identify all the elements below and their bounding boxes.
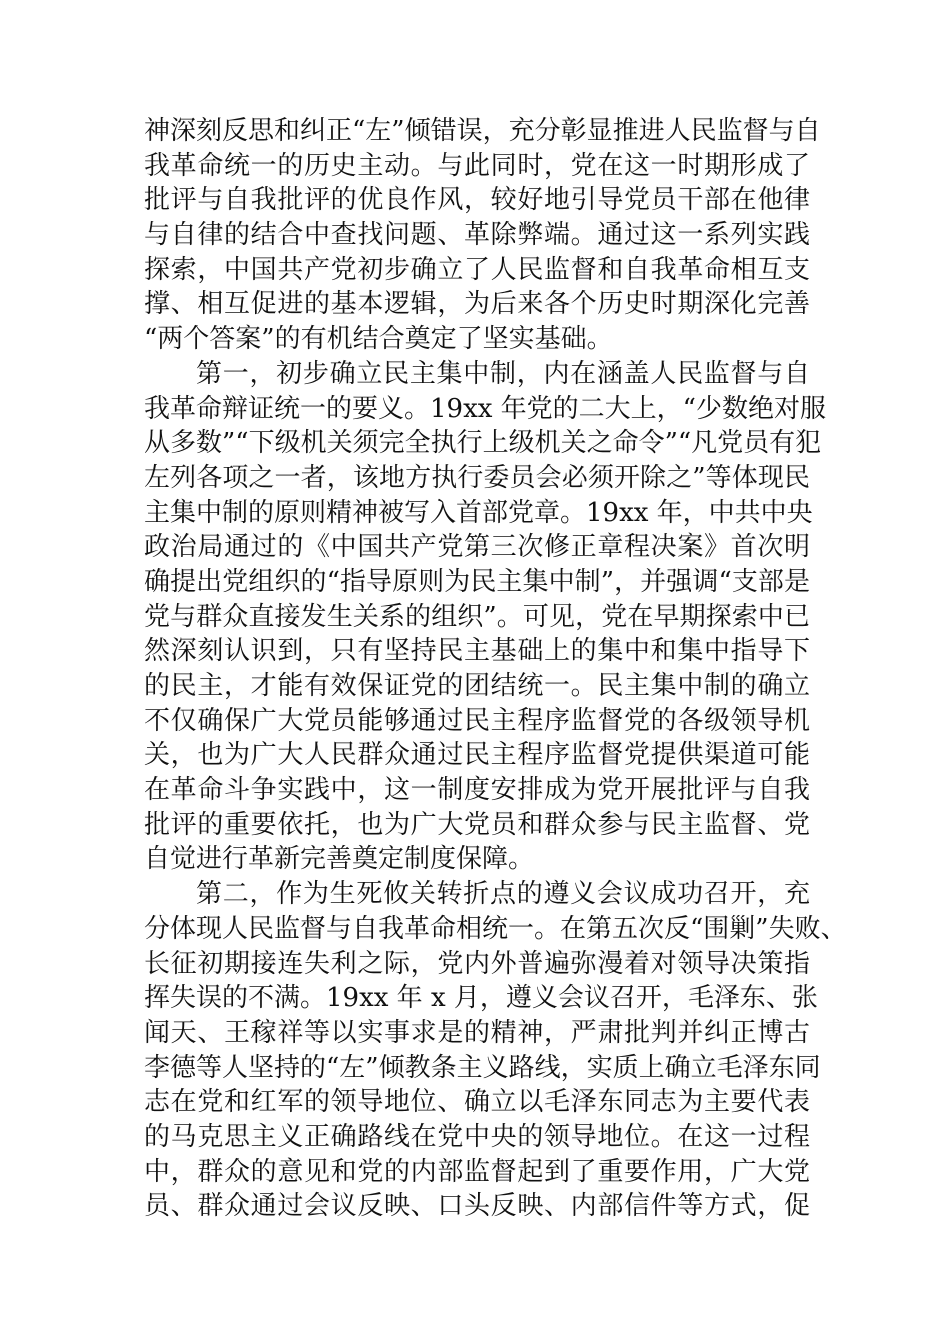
text-line: 员、群众通过会议反映、口头反映、内部信件等方式，促 [144, 1191, 810, 1222]
text-line: 在革命斗争实践中，这一制度安排成为党开展批评与自我 [144, 775, 810, 806]
body-text [144, 114, 847, 1224]
text-line: 撑、相互促进的基本逻辑，为后来各个历史时期深化完善 [144, 289, 810, 320]
text-line: 批评的重要依托，也为广大党员和群众参与民主监督、党 [144, 809, 810, 840]
text-line: 党与群众直接发生关系的组织”。可见，党在早期探索中已 [144, 601, 810, 632]
text-line: 主集中制的原则精神被写入首部党章。19xx 年，中共中央 [144, 497, 813, 528]
text-line: 自觉进行革新完善奠定制度保障。 [144, 844, 535, 875]
text-line: 与自律的结合中查找问题、革除弊端。通过这一系列实践 [144, 220, 810, 251]
text-line: “两个答案”的有机结合奠定了坚实基础。 [144, 324, 613, 355]
text-line: 关，也为广大人民群众通过民主程序监督党提供渠道可能 [144, 740, 810, 771]
paragraph-first-line: 第二，作为生死攸关转折点的遵义会议成功召开，充 [196, 879, 810, 910]
text-line: 然深刻认识到，只有坚持民主基础上的集中和集中指导下 [144, 636, 810, 667]
text-line: 确提出党组织的“指导原则为民主集中制”，并强调“支部是 [144, 566, 810, 597]
text-line: 李德等人坚持的“左”倾教条主义路线，实质上确立毛泽东同 [144, 1052, 821, 1083]
text-line: 神深刻反思和纠正“左”倾错误，充分彰显推进人民监督与自 [144, 116, 821, 146]
text-line: 批评与自我批评的优良作风，较好地引导党员干部在他律 [144, 185, 810, 216]
text-line: 我革命辩证统一的要义。19xx 年党的二大上，“少数绝对服 [144, 393, 826, 424]
text-line: 长征初期接连失利之际，党内外普遍弥漫着对领导决策指 [144, 948, 810, 979]
paragraph-first-line: 第一，初步确立民主集中制，内在涵盖人民监督与自 [196, 358, 810, 389]
text-line: 左列各项之一者，该地方执行委员会必须开除之”等体现民 [144, 462, 810, 493]
text-line: 中，群众的意见和党的内部监督起到了重要作用，广大党 [144, 1156, 810, 1187]
text-line: 分体现人民监督与自我革命相统一。在第五次反“围剿”失败、 [144, 913, 847, 944]
text-line: 的马克思主义正确路线在党中央的领导地位。在这一过程 [144, 1121, 810, 1152]
text-line: 挥失误的不满。19xx 年 x 月，遵义会议召开，毛泽东、张 [144, 983, 818, 1014]
text-line: 不仅确保广大党员能够通过民主程序监督党的各级领导机 [144, 705, 810, 736]
text-line: 闻天、王稼祥等以实事求是的精神，严肃批判并纠正博古 [144, 1017, 810, 1048]
text-line: 从多数”“下级机关须完全执行上级机关之命令”“凡党员有犯 [144, 428, 822, 459]
text-line: 政治局通过的《中国共产党第三次修正章程决案》首次明 [144, 532, 810, 563]
text-line: 探索，中国共产党初步确立了人民监督和自我革命相互支 [144, 254, 810, 285]
text-line: 我革命统一的历史主动。与此同时，党在这一时期形成了 [144, 150, 810, 181]
text-line: 志在党和红军的领导地位、确立以毛泽东同志为主要代表 [144, 1087, 810, 1118]
text-line: 的民主，才能有效保证党的团结统一。民主集中制的确立 [144, 671, 810, 701]
